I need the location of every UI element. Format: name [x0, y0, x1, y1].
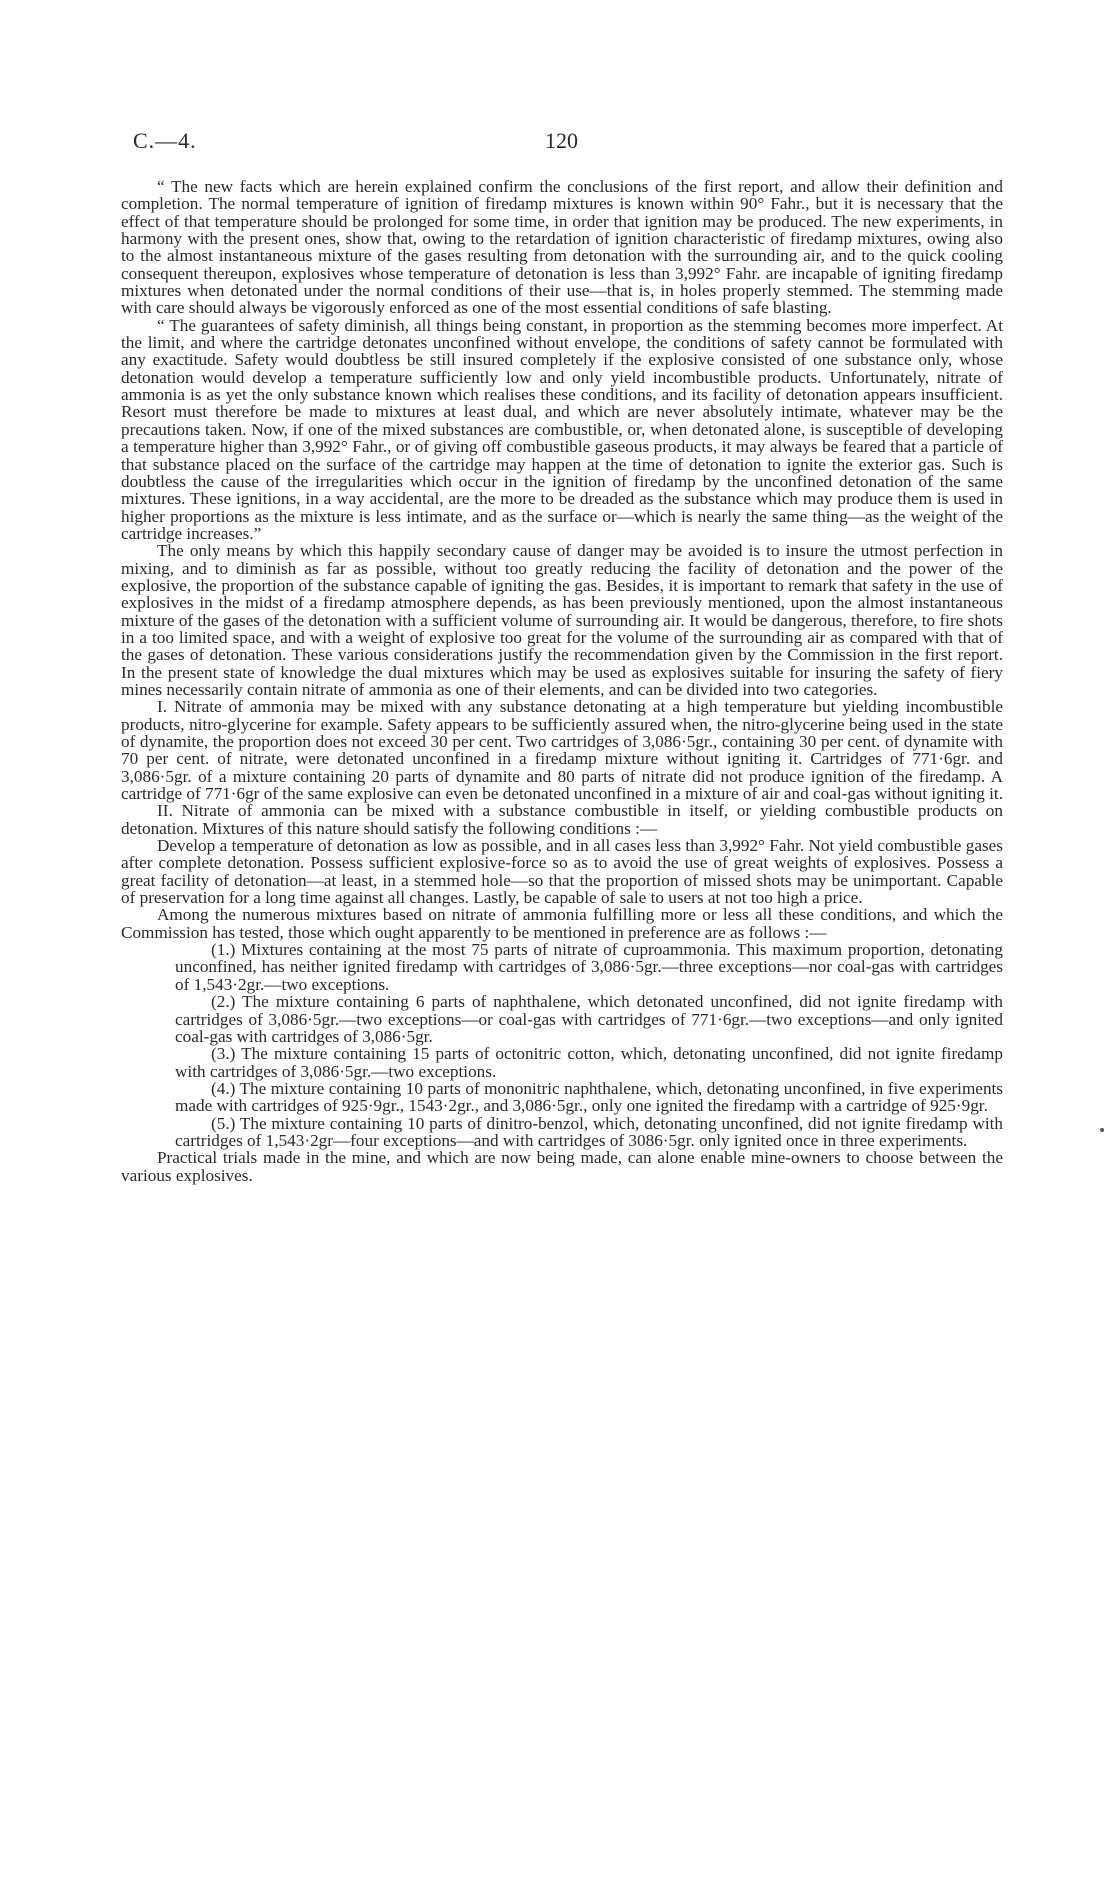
scan-speck [1100, 1128, 1104, 1132]
page-number: 120 [545, 128, 578, 153]
running-head [121, 128, 1001, 162]
paragraph-category-one: I. Nitrate of ammonia may be mixed with any substance detonating at a high temperature but yielding incombustible products, nitro-glycerine for example. Safety appears to be sufficiently assured when, the nitro-glycerine being used in the state of dynamite, the proportion does not exceed 30 per cent. Two cartridges of 3,086·5gr., containing 30 per cent. of dynamite with 70 per cent. of nitrate, were detonated unconfined in a firedamp mixture without igniting it. Cartridges of 771·6gr. and 3,086·5gr. of a mixture containing 20 parts of dynamite and 80 parts of nitrate did not produce ignition of the firedamp. A cartridge of 771·6gr of the same explosive can even be detonated unconfined in a mixture of air and coal-gas without igniting it. [121, 697, 1004, 804]
paragraph-report-quote-2: “ The guarantees of safety diminish, all things being constant, in proportion as the stemming becomes more imperfect. At the limit, and where the cartridge detonates unconfined without envelope, the conditions of safety cannot be formulated with any exactitude. Safety would doubtless be still insured completely if the explosive consisted of one substance only, whose detonation would develop a temperature sufficiently low and only yield incombustible products. Unfortunately, nitrate of ammonia is as yet the only substance known which realises these conditions, and its facility of detonation appears insufficient. Resort must therefore be made to mixtures at least dual, and which are never absolutely intimate, whatever may be the precautions taken. Now, if one of the mixed substances are combustible, or, when detonated alone, is susceptible of developing a temperature higher than 3,992° Fahr., or of giving off combustible gaseous products, it may always be feared that a particle of that substance placed on the surface of the cartridge may happen at the time of detonation to ignite the exterior gas. Such is doubtless the cause of the irregularities which occur in the ignition of firedamp by the unconfined detonation of the same mixtures. These ignitions, in a way accidental, are the more to be dreaded as the substance which may produce them is used in higher proportions as the mixture is less intimate, and as the surface or—which is nearly the same thing—as the weight of the cartridge increases.” [121, 315, 1003, 543]
document-reference: C.—4. [133, 128, 197, 153]
paragraph-category-two: II. Nitrate of ammonia can be mixed with a substance combustible in itself, or yielding combustible products on detonation. Mixtures of this nature should satisfy the following conditions :— [121, 801, 1003, 838]
mixture-item-4: (4.) The mixture containing 10 parts of mononitric naphthalene, which, detonating unconfined, in five experiments made with cartridges of 925·9gr., 1543·2gr., and 3,086·5gr., only one ignited the firedamp with a cartridge of 925·9gr. [175, 1078, 1003, 1116]
paragraph-conditions: Develop a temperature of detonation as low as possible, and in all cases less than 3,992° Fahr. Not yield combustible gases after complete detonation. Possess sufficient explosive-force so as to avoid the use of great weights of explosives. Possess a great facility of detonation—at least, in a stemmed hole—so that the proportion of missed shots may be unimportant. Capable of preservation for a long time against all changes. Lastly, be capable of sale to users at not too high a price. [121, 836, 1003, 908]
mixture-item-2: (2.) The mixture containing 6 parts of naphthalene, which detonated unconfined, did not ignite firedamp with cartridges of 3,086·5gr.—two exceptions—or coal-gas with cartridges of 771·6gr.—two exceptions—and only ignited coal-gas with cartridges of 3,086·5gr. [175, 992, 1003, 1046]
paragraph-report-quote-1: “ The new facts which are herein explained confirm the conclusions of the first report, and allow their definition and completion. The normal temperature of ignition of firedamp mixtures is known within 90° Fahr., but it is necessary that the effect of that temperature should be prolonged for some time, in order that ignition may be produced. The new experiments, in harmony with the present ones, show that, owing to the retardation of ignition characteristic of firedamp mixtures, owing also to the almost instantaneous mixture of the gases resulting from detonation with the surrounding air, and to the quick cooling consequent thereupon, explosives whose temperature of detonation is less than 3,992° Fahr. are incapable of igniting firedamp mixtures when detonated under the normal conditions of their use—that is, in holes properly stemmed. The stemming made with care should always be vigorously enforced as one of the most essential conditions of safe blasting. [121, 177, 1003, 318]
mixture-item-3: (3.) The mixture containing 15 parts of octonitric cotton, which, detonating unconfined, did not ignite firedamp with cartridges of 3,086·5gr.—two exceptions. [175, 1044, 1003, 1081]
body-text [121, 178, 1003, 1184]
paragraph-mixtures-intro: Among the numerous mixtures based on nitrate of ammonia fulfilling more or less all these conditions, and which the Commission has tested, those which ought apparently to be mentioned in preference are as follows :— [121, 905, 1003, 942]
paragraph-means-of-avoidance: The only means by which this happily secondary cause of danger may be avoided is to insure the utmost perfection in mixing, and to diminish as far as possible, without too greatly reducing the facility of detonation and the power of the explosive, the proportion of the substance capable of igniting the gas. Besides, it is important to remark that safety in the use of explosives in the midst of a firedamp atmosphere depends, as has been previously mentioned, upon the almost instantaneous mixture of the gases of the detonation with a sufficient volume of surrounding air. It would be dangerous, therefore, to fire shots in a too limited space, and with a weight of explosive too great for the volume of the surrounding air as compared with that of the gases of detonation. These various considerations justify the recommendation given by the Commission in the first report. In the present state of knowledge the dual mixtures which may be used as explosives suitable for insuring the safety of fiery mines necessarily contain nitrate of ammonia as one of their elements, and can be divided into two categories. [121, 541, 1003, 699]
paragraph-closing: Practical trials made in the mine, and which are now being made, can alone enable mine-owners to choose between the various explosives. [121, 1148, 1003, 1185]
mixture-item-1: (1.) Mixtures containing at the most 75 parts of nitrate of cuproammonia. This maximum proportion, detonating unconfined, has neither ignited firedamp with cartridges of 3,086·5gr.—three exceptions—nor coal-gas with cartridges of 1,543·2gr.—two exceptions. [175, 940, 1003, 994]
mixture-item-5: (5.) The mixture containing 10 parts of dinitro-benzol, which, detonating unconfined, did not ignite firedamp with cartridges of 1,543·2gr—four exceptions—and with cartridges of 3086·5gr. only ignited once in three experiments. [175, 1113, 1003, 1150]
